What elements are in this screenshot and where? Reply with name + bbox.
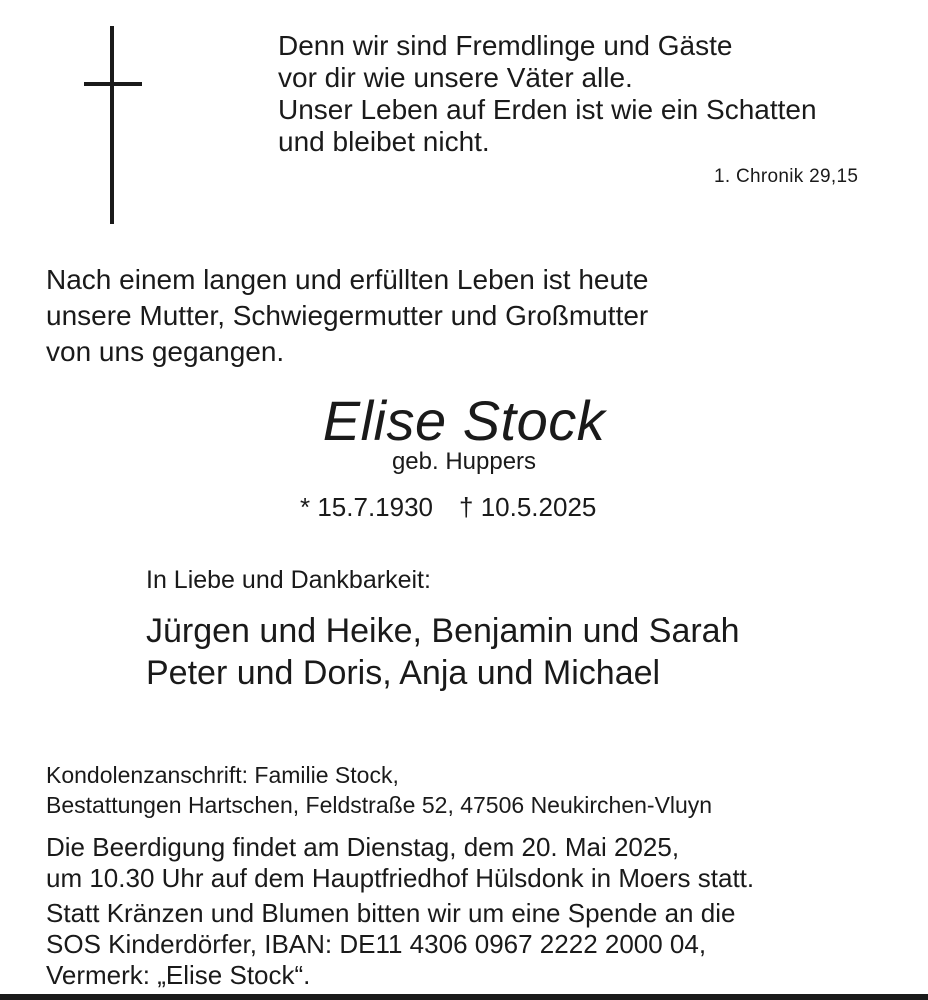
intro-line: unsere Mutter, Schwiegermutter und Großmutter	[46, 300, 649, 331]
dedication-text: In Liebe und Dankbarkeit:	[146, 566, 431, 594]
deceased-name: Elise Stock	[322, 389, 606, 452]
bottom-border	[0, 994, 928, 1000]
address-line: Bestattungen Hartschen, Feldstraße 52, 47506 Neukirchen-Vluyn	[46, 792, 713, 818]
funeral-info	[46, 832, 754, 894]
verse-line: Denn wir sind Fremdlinge und Gäste	[278, 30, 733, 61]
verse-reference: 1. Chronik 29,15	[714, 166, 859, 187]
birth-date: * 15.7.1930	[300, 492, 434, 522]
address-line: Kondolenzanschrift: Familie Stock,	[46, 762, 399, 788]
bible-verse	[278, 30, 898, 158]
donation-line: SOS Kinderdörfer, IBAN: DE11 4306 0967 2222 2000 04,	[46, 929, 707, 959]
intro-line: von uns gegangen.	[46, 336, 285, 367]
verse-line: und bleibet nicht.	[278, 126, 490, 157]
mourners-line: Peter und Doris, Anja und Michael	[146, 654, 661, 692]
condolence-address	[46, 760, 712, 820]
life-dates	[300, 492, 596, 523]
intro-line: Nach einem langen und erfüllten Leben ist heute	[46, 264, 649, 295]
donation-line: Vermerk: „Elise Stock“.	[46, 960, 311, 990]
donation-info	[46, 898, 735, 991]
mourners-list	[146, 610, 740, 694]
cross-icon	[84, 26, 142, 224]
mourners-line: Jürgen und Heike, Benjamin und Sarah	[146, 612, 740, 650]
verse-line: vor dir wie unsere Väter alle.	[278, 62, 633, 93]
verse-line: Unser Leben auf Erden ist wie ein Schatten	[278, 94, 817, 125]
donation-line: Statt Kränzen und Blumen bitten wir um eine Spende an die	[46, 898, 736, 928]
birth-name: geb. Huppers	[391, 448, 537, 475]
funeral-line: Die Beerdigung findet am Dienstag, dem 20. Mai 2025,	[46, 832, 680, 862]
death-date: † 10.5.2025	[459, 492, 597, 522]
intro-text	[46, 262, 648, 370]
funeral-line: um 10.30 Uhr auf dem Hauptfriedhof Hülsdonk in Moers statt.	[46, 863, 755, 893]
